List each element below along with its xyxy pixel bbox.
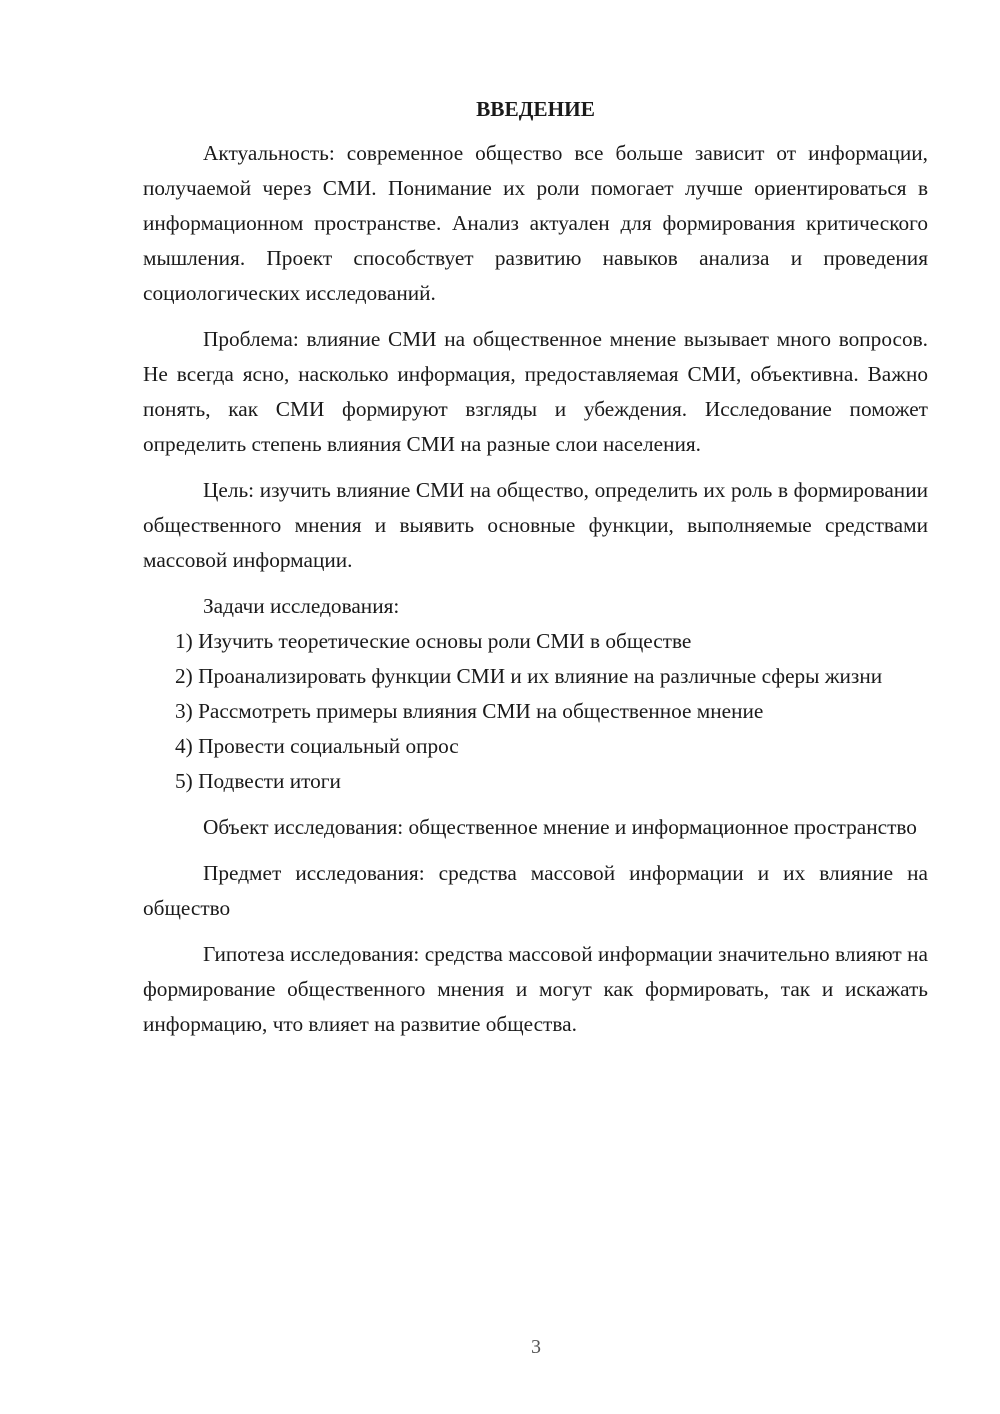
page-title: ВВЕДЕНИЕ: [476, 97, 595, 121]
task-item-4: 4) Провести социальный опрос: [175, 734, 459, 758]
page-number: 3: [531, 1336, 541, 1358]
task-item-1: 1) Изучить теоретические основы роли СМИ в обществе: [175, 629, 692, 653]
paragraph-goal: Цель: изучить влияние СМИ на общество, определить их роль в формировании общественного мнения и выявить основные функции, выполняемые средствами массовой информации.: [143, 478, 928, 572]
page-content: [143, 92, 928, 1042]
paragraph-relevance: Актуальность: современное общество все больше зависит от информации, получаемой через СМИ. Понимание их роли помогает лучше ориентироваться в информационном пространстве. Анализ актуален для формирования критического мышления. Проект способствует развитию навыков анализа и проведения социологических исследований.: [143, 141, 928, 305]
tasks-heading: Задачи исследования:: [203, 594, 400, 618]
paragraph-object: Объект исследования: общественное мнение и информационное пространство: [203, 815, 917, 839]
task-item-2: 2) Проанализировать функции СМИ и их влияние на различные сферы жизни: [175, 664, 883, 688]
task-item-5: 5) Подвести итоги: [175, 769, 341, 793]
task-item-3: 3) Рассмотреть примеры влияния СМИ на общественное мнение: [175, 699, 764, 723]
paragraph-problem: Проблема: влияние СМИ на общественное мнение вызывает много вопросов. Не всегда ясно, насколько информация, предоставляемая СМИ, объективна. Важно понять, как СМИ формируют взгляды и убеждения. Исследование поможет определить степень влияния СМИ на разные слои населения.: [143, 327, 928, 456]
paragraph-subject: Предмет исследования: средства массовой информации и их влияние на общество: [143, 861, 928, 920]
paragraph-hypothesis: Гипотеза исследования: средства массовой информации значительно влияют на формирование общественного мнения и могут как формировать, так и искажать информацию, что влияет на развитие общества.: [143, 942, 928, 1036]
